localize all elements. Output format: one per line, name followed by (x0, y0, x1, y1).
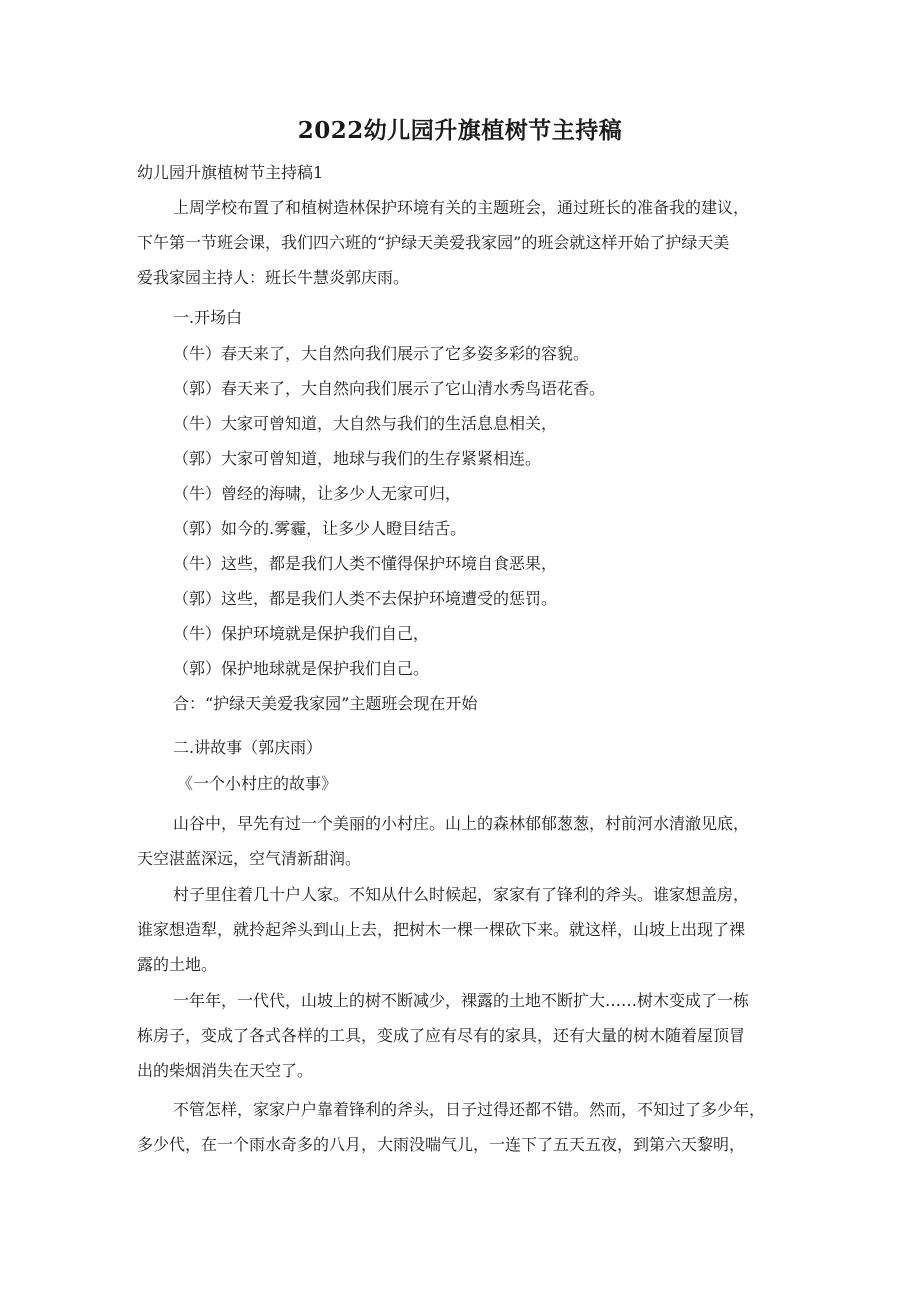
story-line: 一年年，一代代，山坡上的树不断减少，裸露的土地不断扩大……树木变成了一栋 (173, 991, 750, 1010)
story-line: 露的土地。 (137, 955, 218, 974)
section2-heading (173, 730, 322, 765)
dialogue-line: （牛）保护环境就是保护我们自己， (173, 624, 430, 643)
subtitle-text: 幼儿园升旗植树节主持稿1 (137, 163, 324, 182)
story-line: 多少代，在一个雨水奇多的八月，大雨没喘气儿，一连下了五天五夜，到第六天黎明， (137, 1135, 746, 1154)
dialogue-line: （牛）大家可曾知道，大自然与我们的生活息息相关， (173, 414, 558, 433)
story-line: 不管怎样，家家户户靠着锋利的斧头，日子过得还都不错。然而，不知过了多少年， (173, 1100, 766, 1119)
dialogue-line: （牛）曾经的海啸，让多少人无家可归， (173, 484, 462, 503)
dialogue-line: （郭）大家可曾知道，地球与我们的生存紧紧相连。 (173, 449, 542, 468)
dialogue-line: （牛）春天来了，大自然向我们展示了它多姿多彩的容貌。 (173, 344, 590, 363)
story-title-text: 《一个小村庄的故事》 (177, 774, 338, 793)
story-line: 栋房子，变成了各式各样的工具，变成了应有尽有的家具，还有大量的树木随着屋顶冒 (137, 1026, 746, 1045)
section1-heading-text: 一.开场白 (173, 308, 243, 327)
intro-line: 上周学校布置了和植树造林保护环境有关的主题班会，通过班长的准备我的建议， (173, 198, 750, 217)
story-paragraph-4 (137, 1092, 765, 1162)
dialogue-block (173, 336, 605, 721)
story-line: 天空湛蓝深远，空气清新甜润。 (137, 849, 362, 868)
story-line: 谁家想造犁，就拎起斧头到山上去，把树木一棵一棵砍下来。就这样，山坡上出现了裸 (137, 920, 746, 939)
dialogue-line: （牛）这些，都是我们人类不懂得保护环境自食恶果， (173, 554, 558, 573)
story-line: 山谷中，早先有过一个美丽的小村庄。山上的森林郁郁葱葱，村前河水清澈见底， (173, 814, 750, 833)
story-paragraph-2 (137, 877, 749, 982)
document-subtitle (137, 155, 323, 190)
intro-line: 下午第一节班会课，我们四六班的“护绿天美爱我家园”的班会就这样开始了护绿天美 (137, 233, 730, 252)
story-paragraph-1 (137, 806, 749, 876)
section1-heading (173, 300, 242, 335)
story-line: 村子里住着几十户人家。不知从什么时候起，家家有了锋利的斧头。谁家想盖房， (173, 885, 750, 904)
intro-line: 爱我家园主持人：班长牛慧炎郭庆雨。 (137, 268, 410, 287)
dialogue-line: （郭）如今的.雾霾，让多少人瞪目结舌。 (173, 519, 467, 538)
dialogue-line: 合：“护绿天美爱我家园”主题班会现在开始 (173, 694, 478, 713)
dialogue-line: （郭）这些，都是我们人类不去保护环境遭受的惩罚。 (173, 589, 558, 608)
story-line: 出的柴烟消失在天空了。 (137, 1061, 314, 1080)
dialogue-line: （郭）保护地球就是保护我们自己。 (173, 659, 430, 678)
document-title: 2022幼儿园升旗植树节主持稿 (297, 117, 623, 144)
intro-paragraph (137, 190, 749, 295)
dialogue-line: （郭）春天来了，大自然向我们展示了它山清水秀鸟语花香。 (173, 379, 606, 398)
story-paragraph-3 (137, 983, 749, 1088)
story-title (177, 766, 337, 801)
section2-heading-text: 二.讲故事（郭庆雨） (173, 738, 323, 757)
